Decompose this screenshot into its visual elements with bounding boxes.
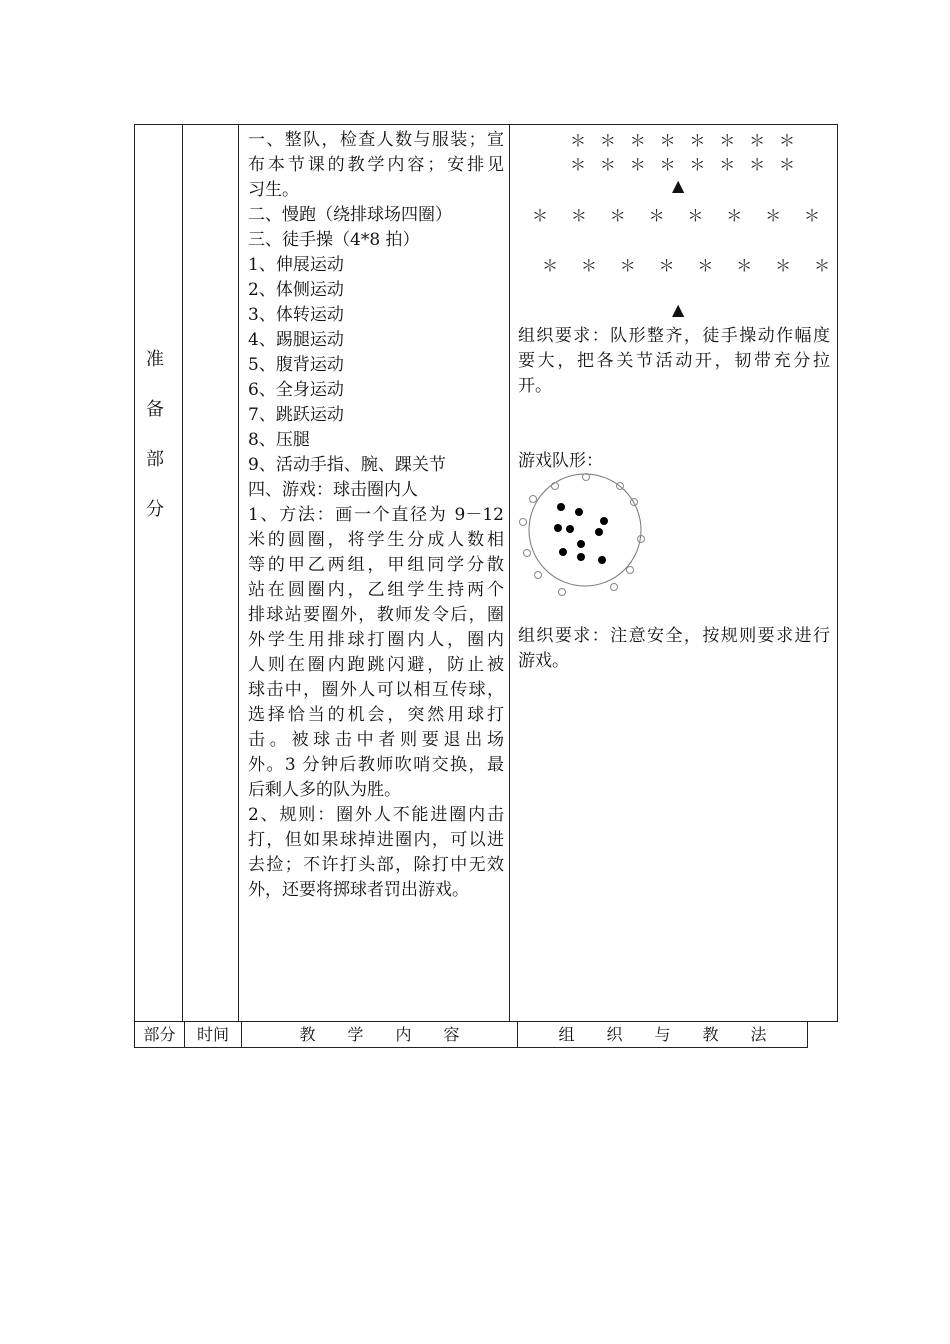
org-line: 开。 (518, 376, 552, 396)
inner-player (600, 517, 608, 525)
content-line: 等的甲乙两组，甲组同学分散 (248, 555, 504, 575)
org-line: 游戏。 (518, 651, 569, 671)
inner-player (559, 548, 567, 556)
content-line: 4、踢腿运动 (248, 330, 344, 350)
table-left-border (134, 124, 135, 1048)
content-line: 后剩人多的队为胜。 (248, 780, 401, 800)
content-line: 6、全身运动 (248, 380, 344, 400)
footer-method: 组 织 与 教 法 (558, 1025, 767, 1044)
content-line: 外学生用排球打圈内人，圈内 (248, 630, 504, 650)
content-line: 选择恰当的机会，突然用球打 (248, 705, 504, 725)
col-divider-1 (182, 124, 183, 1022)
formation-row-star: ＊ ＊ ＊ ＊ ＊ ＊ ＊ ＊ (532, 206, 820, 225)
content-line: 一、整队，检查人数与服装；宣 (248, 130, 504, 150)
footer-part: 部分 (143, 1025, 176, 1044)
content-line: 9、活动手指、腕、踝关节 (248, 455, 446, 475)
outer-player (524, 550, 531, 557)
content-line: 1、伸展运动 (248, 255, 344, 275)
outer-player (552, 483, 559, 490)
section-char: 备 (146, 399, 164, 420)
formation-row-star: ＊ ＊ ＊ ＊ ＊ ＊ ＊ ＊ (570, 155, 795, 174)
inner-player (595, 528, 603, 536)
game-formation-label: 游戏队形： (518, 451, 603, 471)
inner-player (598, 556, 606, 564)
inner-players (554, 503, 608, 564)
content-line: 二、慢跑（绕排球场四圈） (248, 205, 452, 225)
content-line: 习生。 (248, 180, 299, 200)
footer-bottom-border (134, 1047, 808, 1048)
teacher-triangle-icon: ▲ (672, 176, 685, 195)
org-line: 要大，把各关节活动开，韧带充分拉 (518, 351, 830, 371)
col-divider-3 (509, 124, 510, 1022)
inner-player (554, 524, 562, 532)
teaching-content (248, 128, 504, 903)
outer-player (559, 589, 566, 596)
org-line: 组织要求：注意安全，按规则要求进行 (518, 626, 830, 646)
section-char: 部 (146, 449, 164, 470)
org-line: 组织要求：队形整齐，徒手操动作幅度 (518, 326, 830, 346)
outer-player (611, 584, 618, 591)
content-line: 击。被球击中者则要退出场 (248, 730, 504, 750)
content-line: 米的圆圈，将学生分成人数相 (248, 530, 504, 550)
section-char: 分 (146, 499, 164, 520)
content-line: 球击中，圈外人可以相互传球， (248, 680, 504, 700)
content-line: 外。3 分钟后教师吹哨交换，最 (248, 755, 504, 775)
table-top-border (134, 124, 838, 125)
content-line: 站在圆圈内，乙组学生持两个 (248, 580, 504, 600)
footer-content: 教 学 内 容 (299, 1025, 460, 1044)
inner-player (566, 525, 574, 533)
inner-player (577, 553, 585, 561)
content-line: 外，还要将掷球者罚出游戏。 (248, 880, 469, 900)
table-right-border (837, 124, 838, 1022)
content-line: 打，但如果球掉进圈内，可以进 (248, 830, 504, 850)
inner-player (577, 540, 585, 548)
outer-player (627, 567, 634, 574)
formation-row-star: ＊ ＊ ＊ ＊ ＊ ＊ ＊ ＊ (570, 131, 795, 150)
footer-right-border (807, 1021, 808, 1048)
outer-player (583, 474, 590, 481)
content-line: 去捡；不许打头部，除打中无效 (248, 855, 504, 875)
content-line: 2、体侧运动 (248, 280, 344, 300)
content-line: 人则在圈内跑跳闪避，防止被 (248, 655, 504, 675)
inner-player (575, 508, 583, 516)
content-line: 1、方法：画一个直径为 9－12 (248, 505, 504, 525)
content-line: 7、跳跃运动 (248, 405, 344, 425)
content-line: 排球站要圈外，教师发令后，圈 (248, 605, 504, 625)
content-line: 8、压腿 (248, 430, 310, 450)
org-requirement-2 (518, 624, 830, 674)
teacher-triangle-icon: ▲ (672, 300, 685, 319)
content-line: 3、体转运动 (248, 305, 344, 325)
formation-row-star: ＊ ＊ ＊ ＊ ＊ ＊ ＊ ＊ (542, 256, 830, 275)
content-line: 2、规则：圈外人不能进圈内击 (248, 805, 504, 825)
inner-player (557, 503, 565, 511)
content-line: 布本节课的教学内容；安排见 (248, 155, 504, 175)
content-line: 5、腹背运动 (248, 355, 344, 375)
org-requirement-1 (518, 324, 830, 399)
content-line: 四、游戏：球击圈内人 (248, 480, 418, 500)
game-circle-diagram (515, 470, 650, 600)
content-line: 三、徒手操（4*8 拍） (248, 230, 420, 250)
section-char: 准 (146, 349, 164, 370)
outer-player (520, 519, 527, 526)
outer-player (535, 572, 542, 579)
outer-player (530, 496, 537, 503)
col-divider-2 (238, 124, 239, 1022)
footer-time: 时间 (196, 1025, 229, 1044)
circle-boundary (529, 474, 641, 586)
table-bottom-border (134, 1021, 838, 1022)
